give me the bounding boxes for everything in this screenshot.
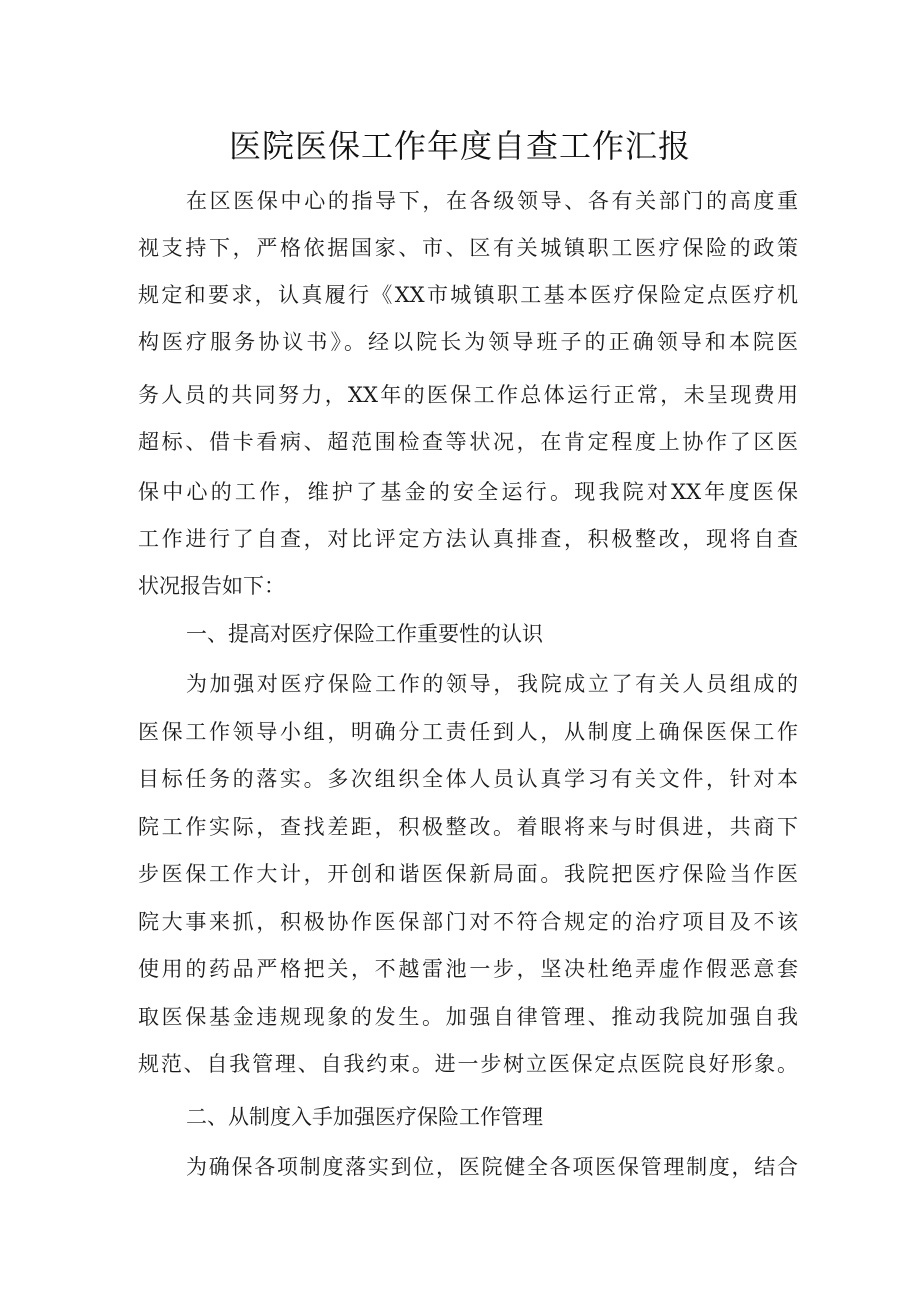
paragraph-line: 规范、自我管理、自我约束。进一步树立医保定点医院良好形象。	[138, 1052, 798, 1076]
paragraph-line: 超标、借卡看病、超范围检查等状况，在肯定程度上协作了区医	[138, 430, 798, 454]
paragraph-line: 步医保工作大计，开创和谐医保新局面。我院把医疗保险当作医	[138, 862, 798, 886]
paragraph-line: 视支持下，严格依据国家、市、区有关城镇职工医疗保险的政策	[138, 236, 798, 260]
section-heading: 一、提高对医疗保险工作重要性的认识	[186, 622, 543, 646]
paragraph-line: 院大事来抓，积极协作医保部门对不符合规定的治疗项目及不该	[138, 910, 798, 934]
paragraph-line: 取医保基金违规现象的发生。加强自律管理、推动我院加强自我	[138, 1005, 798, 1029]
paragraph-line: 规定和要求，认真履行《XX市城镇职工基本医疗保险定点医疗机	[138, 283, 798, 307]
paragraph-line: 工作进行了自查，对比评定方法认真排查，积极整改，现将自查	[138, 527, 798, 551]
paragraph-line: 为加强对医疗保险工作的领导，我院成立了有关人员组成的	[186, 672, 798, 696]
paragraph-line: 使用的药品严格把关，不越雷池一步，坚决杜绝弄虚作假恶意套	[138, 957, 798, 981]
paragraph-line: 保中心的工作，维护了基金的安全运行。现我院对XX年度医保	[138, 480, 798, 504]
paragraph-line: 为确保各项制度落实到位，医院健全各项医保管理制度，结合	[186, 1155, 798, 1179]
paragraph-line: 状况报告如下：	[138, 574, 285, 598]
paragraph-line: 目标任务的落实。多次组织全体人员认真学习有关文件，针对本	[138, 767, 798, 791]
paragraph-line: 医保工作领导小组，明确分工责任到人，从制度上确保医保工作	[138, 720, 798, 744]
paragraph-line: 务人员的共同努力，XX年的医保工作总体运行正常，未呈现费用	[138, 383, 798, 407]
paragraph-line: 构医疗服务协议书》。经以院长为领导班子的正确领导和本院医	[138, 330, 798, 354]
paragraph-line: 在区医保中心的指导下，在各级领导、各有关部门的高度重	[186, 189, 798, 213]
document-title: 医院医保工作年度自查工作汇报	[228, 127, 691, 165]
section-heading: 二、从制度入手加强医疗保险工作管理	[186, 1105, 543, 1129]
paragraph-line: 院工作实际，查找差距，积极整改。着眼将来与时俱进，共商下	[138, 815, 798, 839]
